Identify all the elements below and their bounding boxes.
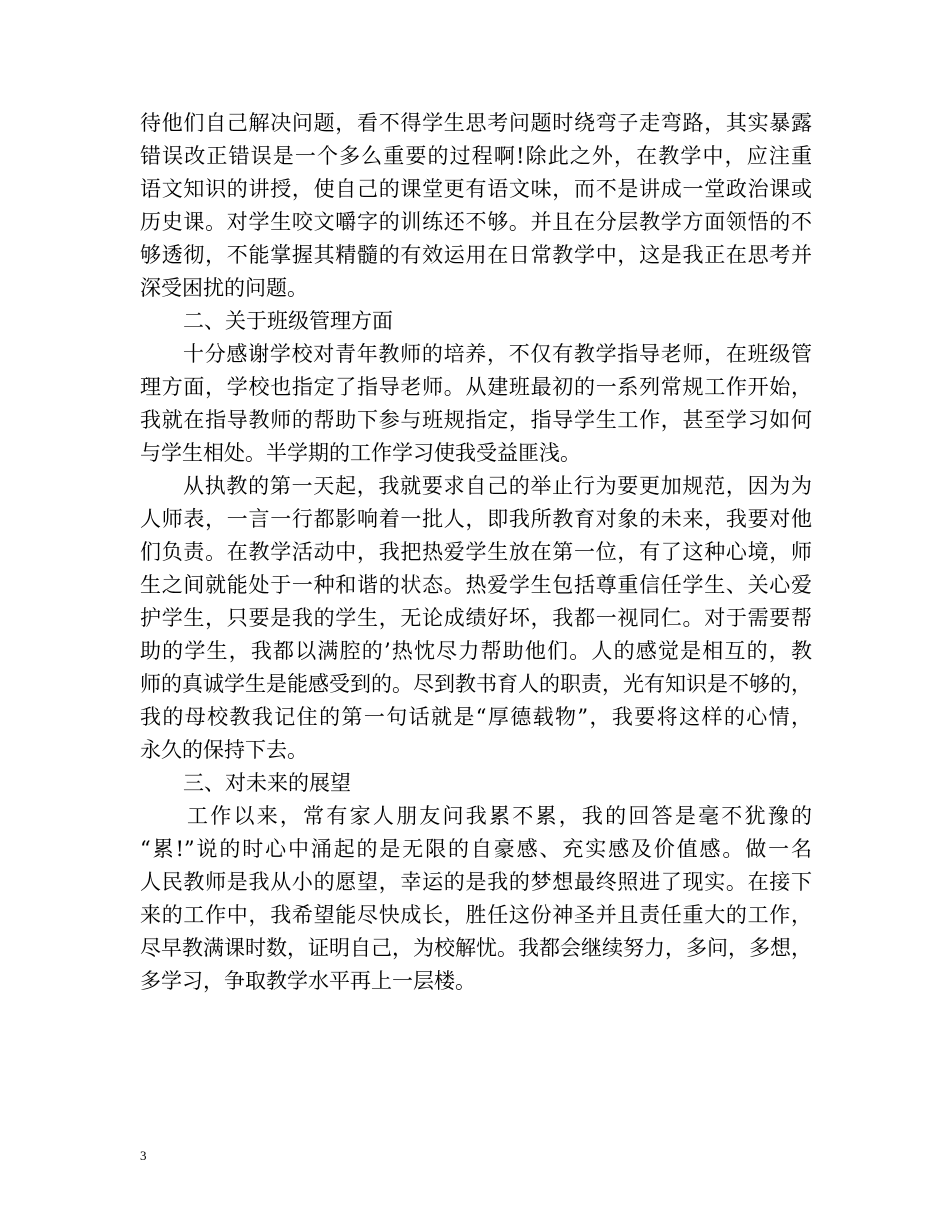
text-line: 多学习，争取教学水平再上一层楼。	[140, 969, 476, 993]
paragraph	[140, 470, 812, 767]
text-line: 我的母校教我记住的第一句话就是“厚德载物”，我要将这样的心情，	[140, 705, 812, 729]
text-line: 人民教师是我从小的愿望，幸运的是我的梦想最终照进了现实。在接下	[140, 870, 812, 894]
text-line: 助的学生，我都以满腔的’热忱尽力帮助他们。人的感觉是相互的，教	[140, 639, 812, 663]
section-heading: 三、对未来的展望	[183, 771, 351, 795]
text-line: “累!”说的时心中涌起的是无限的自豪感、充实感及价值感。做一名	[140, 837, 812, 861]
text-line: 护学生，只要是我的学生，无论成绩好坏，我都一视同仁。对于需要帮	[140, 606, 812, 630]
text-line: 生之间就能处于一种和谐的状态。热爱学生包括尊重信任学生、关心爱	[140, 573, 812, 597]
text-line: 师的真诚学生是能感受到的。尽到教书育人的职责，光有知识是不够的，	[140, 672, 812, 696]
text-line: 尽早教满课时数，证明自己，为校解忧。我都会继续努力，多问，多想，	[140, 936, 812, 960]
text-line: 我就在指导教师的帮助下参与班规指定，指导学生工作，甚至学习如何	[140, 408, 812, 432]
document-body	[140, 107, 812, 998]
text-line: 深受困扰的问题。	[140, 276, 308, 300]
paragraph	[140, 338, 812, 470]
paragraph	[140, 800, 812, 998]
section-heading: 二、关于班级管理方面	[183, 309, 393, 333]
text-line: 待他们自己解决问题，看不得学生思考问题时绕弯子走弯路，其实暴露	[140, 111, 812, 135]
text-line: 理方面，学校也指定了指导老师。从建班最初的一系列常规工作开始，	[140, 375, 812, 399]
text-line: 错误改正错误是一个多么重要的过程啊!除此之外，在教学中，应注重	[140, 144, 812, 168]
text-line: 们负责。在教学活动中，我把热爱学生放在第一位，有了这种心境，师	[140, 540, 812, 564]
paragraph	[140, 107, 812, 305]
text-line: 够透彻，不能掌握其精髓的有效运用在日常教学中，这是我正在思考并	[140, 243, 812, 267]
text-line: 工作以来，常有家人朋友问我累不累，我的回答是毫不犹豫的	[187, 804, 812, 828]
text-line: 语文知识的讲授，使自己的课堂更有语文味，而不是讲成一堂政治课或	[140, 177, 812, 201]
text-line: 十分感谢学校对青年教师的培养，不仅有教学指导老师，在班级管	[183, 342, 812, 366]
text-line: 与学生相处。半学期的工作学习使我受益匪浅。	[140, 441, 581, 465]
page-number: 3	[140, 1148, 147, 1163]
text-line: 历史课。对学生咬文嚼字的训练还不够。并且在分层教学方面领悟的不	[140, 210, 812, 234]
text-line: 永久的保持下去。	[140, 738, 308, 762]
text-line: 从执教的第一天起，我就要求自己的举止行为要更加规范，因为为	[183, 474, 812, 498]
text-line: 人师表，一言一行都影响着一批人，即我所教育对象的未来，我要对他	[140, 507, 812, 531]
text-line: 来的工作中，我希望能尽快成长，胜任这份神圣并且责任重大的工作，	[140, 903, 812, 927]
